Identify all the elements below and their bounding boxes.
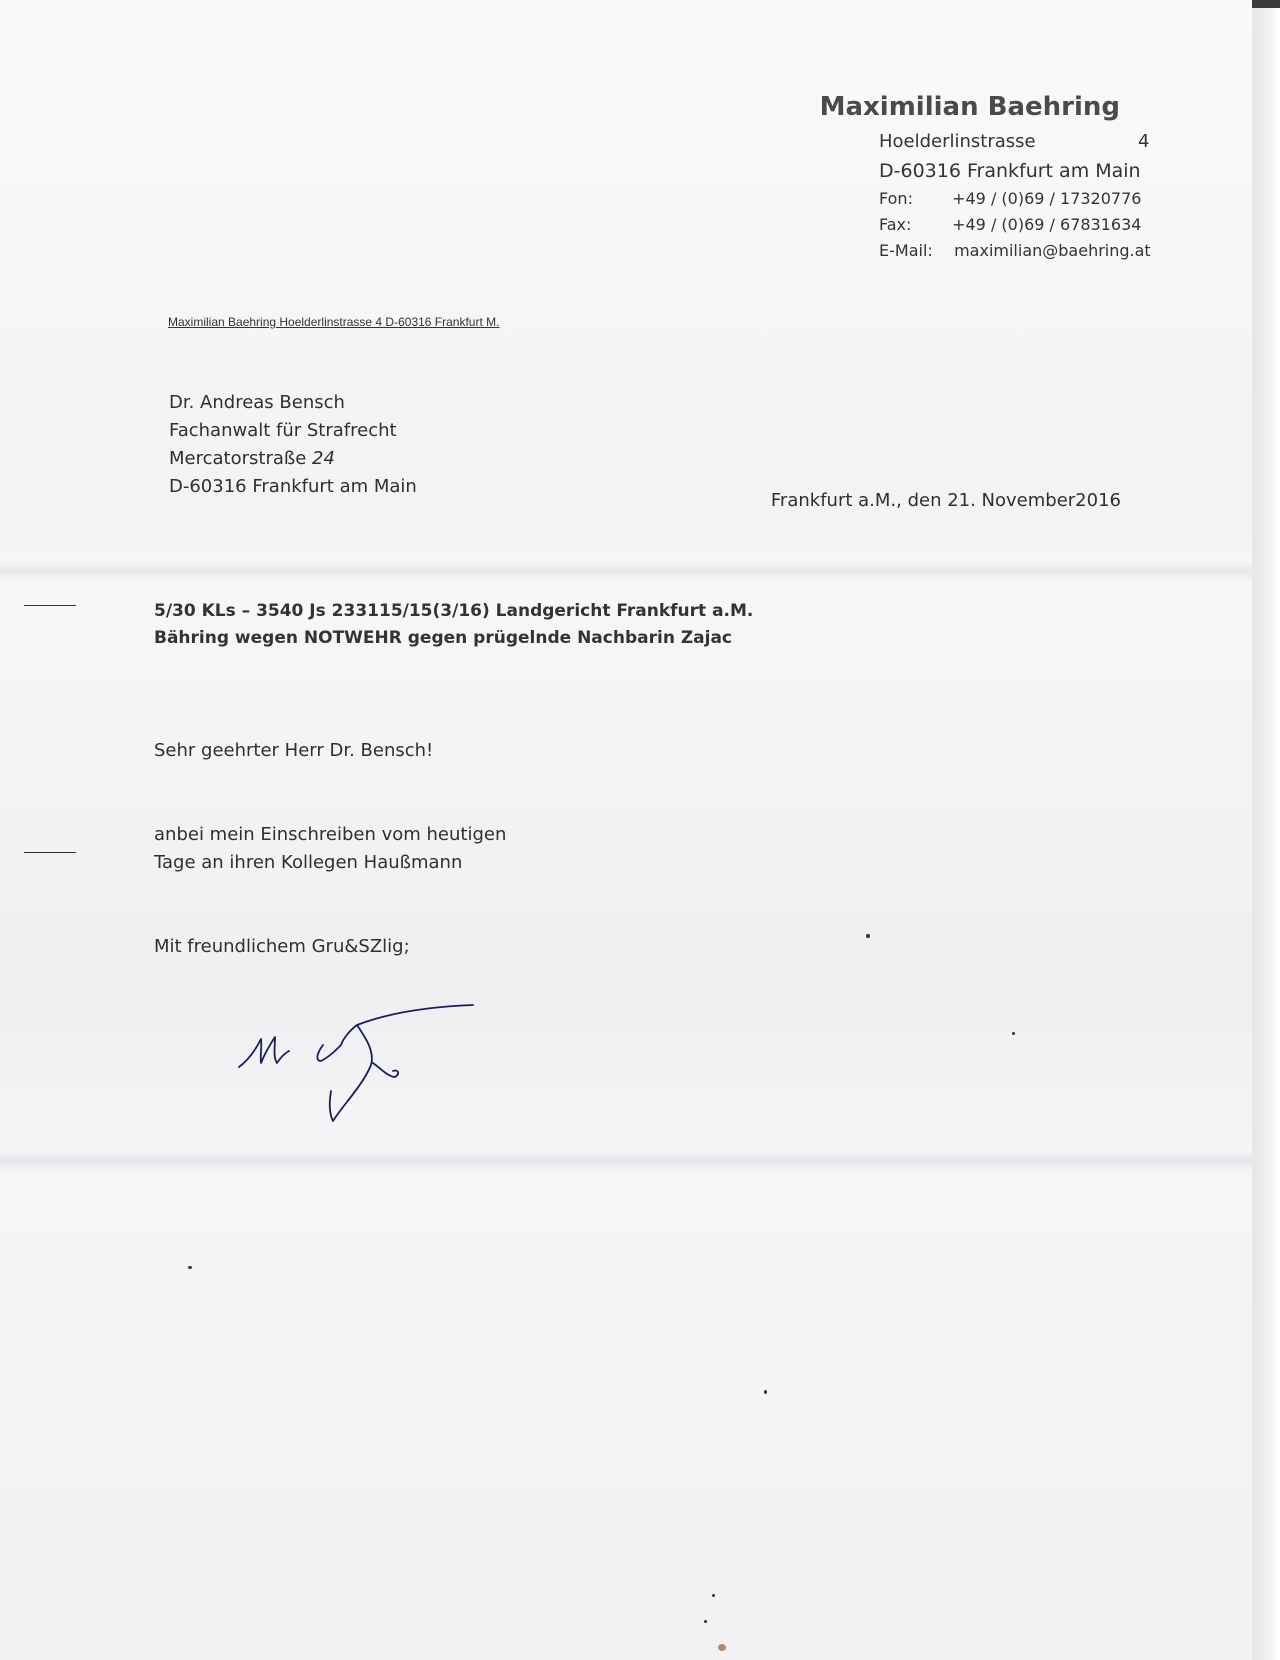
subject-line-1: 5/30 KLs – 3540 Js 233115/15(3/16) Landgericht Frankfurt a.M. bbox=[154, 601, 754, 621]
subject-line-2: Bähring wegen NOTWEHR gegen prügelnde Nachbarin Zajac bbox=[154, 628, 733, 648]
scan-speck bbox=[712, 1594, 715, 1597]
email-label: E-Mail: bbox=[879, 241, 933, 260]
closing: Mit freundlichem Gru&SZlig; bbox=[154, 936, 410, 957]
recipient-city: D-60316 Frankfurt am Main bbox=[169, 476, 417, 497]
fold-mark-upper bbox=[24, 605, 76, 606]
salutation: Sehr geehrter Herr Dr. Bensch! bbox=[154, 740, 434, 761]
sender-name: Maximilian Baehring bbox=[819, 92, 1120, 122]
scan-speck bbox=[764, 1390, 767, 1394]
recipient-name: Dr. Andreas Bensch bbox=[169, 392, 345, 413]
body-line-2: Tage an ihren Kollegen Haußmann bbox=[154, 852, 463, 873]
scan-speck bbox=[718, 1644, 726, 1651]
sender-house-number: 4 bbox=[1138, 131, 1150, 152]
sender-email-row bbox=[879, 241, 1151, 260]
page-edge-shadow bbox=[1252, 0, 1280, 8]
fax-label: Fax: bbox=[879, 215, 912, 234]
sender-street: Hoelderlinstrasse bbox=[879, 131, 1036, 152]
recipient-street-line bbox=[169, 448, 335, 469]
scan-speck bbox=[866, 934, 870, 938]
recipient-street-number: 24 bbox=[312, 448, 335, 469]
recipient-street: Mercatorstraße bbox=[169, 448, 307, 469]
sender-email: maximilian@baehring.at bbox=[954, 241, 1151, 260]
letter-date: Frankfurt a.M., den 21. November2016 bbox=[770, 490, 1121, 511]
scan-speck bbox=[704, 1620, 707, 1623]
paper-fold-lower bbox=[0, 1150, 1252, 1172]
scan-speck bbox=[188, 1266, 192, 1269]
sender-fax-row bbox=[879, 215, 1141, 234]
sender-city: D-60316 Frankfurt am Main bbox=[879, 160, 1141, 182]
scan-speck bbox=[1012, 1032, 1015, 1035]
page-edge bbox=[1252, 0, 1280, 1660]
body-line-1: anbei mein Einschreiben vom heutigen bbox=[154, 824, 507, 845]
paper-fold-upper bbox=[0, 560, 1252, 582]
sender-phone: +49 / (0)69 / 17320776 bbox=[952, 189, 1142, 208]
return-address: Maximilian Baehring Hoelderlinstrasse 4 D-60316 Frankfurt M. bbox=[168, 315, 500, 329]
sender-fax: +49 / (0)69 / 67831634 bbox=[952, 215, 1142, 234]
phone-label: Fon: bbox=[879, 189, 913, 208]
fold-mark-lower bbox=[24, 852, 76, 853]
sender-phone-row bbox=[879, 189, 1141, 208]
recipient-title: Fachanwalt für Strafrecht bbox=[169, 420, 397, 441]
handwritten-signature bbox=[225, 995, 525, 1130]
